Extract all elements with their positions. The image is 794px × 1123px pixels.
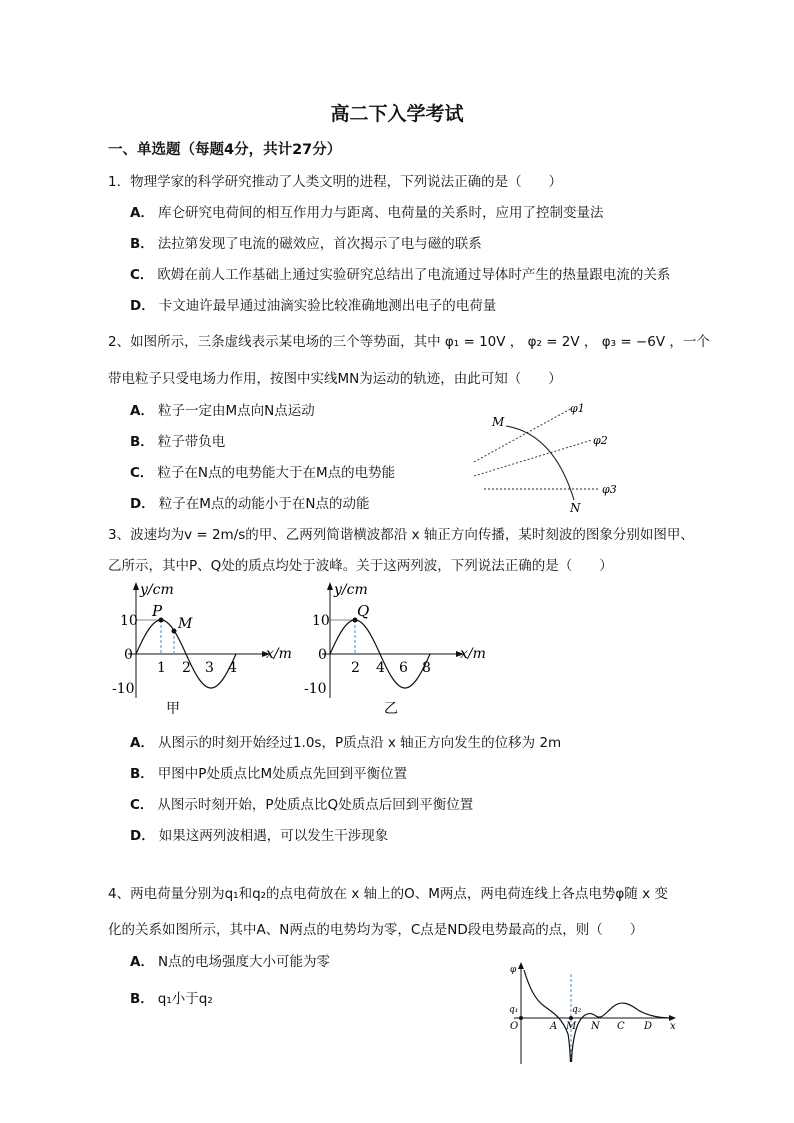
question-3-stem-line2: 乙所示，其中P、Q处的质点均处于波峰。关于这两列波，下列说法正确的是（ ） xyxy=(108,558,613,574)
yi-ytick-neg10: -10 xyxy=(304,681,327,697)
yi-ylabel: y/cm xyxy=(334,582,368,598)
jia-xlabel: x/m xyxy=(266,646,292,662)
yi-xtick-4: 4 xyxy=(376,660,385,676)
equipotential-line-2 xyxy=(474,440,592,476)
wave-graph-jia xyxy=(108,578,298,718)
question-2-stem-line1: 2、如图所示，三条虚线表示某电场的三个等势面，其中 φ₁ = 10V ， φ₂ = 2V ， φ₃ = −6V ，一个 xyxy=(108,334,710,350)
yi-q-label: Q xyxy=(357,602,370,620)
question-3-stem-line1: 3、波速均为v = 2m/s的甲、乙两列简谐横波都沿 x 轴正方向传播，某时刻波的图象分别如图甲、 xyxy=(108,527,694,543)
q3-option-b: B． 甲图中P处质点比M处质点先回到平衡位置 xyxy=(130,766,408,782)
jia-point-m xyxy=(172,629,177,634)
page-title: 高二下入学考试 xyxy=(330,103,464,125)
jia-ytick-0: 0 xyxy=(124,647,133,663)
yi-xtick-8: 8 xyxy=(422,660,431,676)
jia-xtick-3: 3 xyxy=(205,660,214,676)
jia-xtick-4: 4 xyxy=(228,660,237,676)
q2-option-a: A． 粒子一定由M点向N点运动 xyxy=(130,403,315,419)
m-point xyxy=(569,1016,573,1020)
yi-xlabel: x/m xyxy=(460,646,486,662)
jia-m-label: M xyxy=(178,616,193,632)
origin-point xyxy=(519,1016,523,1020)
potential-figure xyxy=(504,960,694,1072)
phi3-label: φ3 xyxy=(602,483,617,496)
phi-label: φ xyxy=(510,965,517,975)
phi-axis-arrow xyxy=(518,962,524,969)
jia-caption: 甲 xyxy=(166,701,180,717)
question-4-stem-line1: 4、两电荷量分别为q₁和q₂的点电荷放在 x 轴上的O、M两点，两电荷连线上各点电势φ随 x 变 xyxy=(108,886,668,902)
point-n-label: N xyxy=(570,501,581,515)
a-label: A xyxy=(550,1021,558,1032)
question-2-stem-line2: 带电粒子只受电场力作用，按图中实线MN为运动的轨迹，由此可知（ ） xyxy=(108,371,562,387)
yi-caption: 乙 xyxy=(384,701,398,717)
yi-xtick-6: 6 xyxy=(399,660,408,676)
jia-y-arrow xyxy=(133,582,139,590)
jia-ytick-neg10: -10 xyxy=(112,681,135,697)
potential-curve-left xyxy=(524,970,571,1062)
yi-ytick-0: 0 xyxy=(318,647,327,663)
jia-ylabel: y/cm xyxy=(140,582,174,598)
q2-option-c: C． 粒子在N点的电势能大于在M点的电势能 xyxy=(130,465,396,481)
phi2-label: φ2 xyxy=(593,434,608,447)
q1-option-d: D． 卡文迪许最早通过油滴实验比较准确地测出电子的电荷量 xyxy=(130,298,497,314)
q1-option-b: B． 法拉第发现了电流的磁效应，首次揭示了电与磁的联系 xyxy=(130,236,482,252)
q3-option-d: D． 如果这两列波相遇，可以发生干涉现象 xyxy=(130,828,389,844)
potential-curve-right xyxy=(572,1003,673,1062)
q1-option-a: A． 库仑研究电荷间的相互作用力与距离、电荷量的关系时，应用了控制变量法 xyxy=(130,205,604,221)
point-m-label: M xyxy=(492,415,505,429)
q4-option-b: B． q₁小于q₂ xyxy=(130,991,213,1007)
q2-label: q₂ xyxy=(572,1005,582,1015)
jia-ytick-10: 10 xyxy=(120,613,138,629)
d-label: D xyxy=(644,1021,653,1032)
question-4-stem-line2: 化的关系如图所示，其中A、N两点的电势均为零，C点是ND段电势最高的点，则（ ） xyxy=(108,922,644,938)
q4-option-a: A． N点的电场强度大小可能为零 xyxy=(130,954,331,970)
o-label: O xyxy=(510,1021,519,1032)
equipotential-figure xyxy=(466,396,626,518)
yi-ytick-10: 10 xyxy=(312,613,330,629)
jia-p-label: P xyxy=(152,602,163,620)
n-label: N xyxy=(591,1021,600,1032)
q3-option-a: A． 从图示的时刻开始经过1.0s，P质点沿 x 轴正方向发生的位移为 2m xyxy=(130,735,562,751)
yi-xtick-2: 2 xyxy=(351,660,360,676)
question-1-stem: 1．物理学家的科学研究推动了人类文明的进程，下列说法正确的是（ ） xyxy=(108,174,563,190)
jia-xtick-1: 1 xyxy=(157,660,166,676)
yi-y-arrow xyxy=(327,582,333,590)
jia-xtick-2: 2 xyxy=(182,660,191,676)
equipotential-line-1 xyxy=(474,408,572,462)
q3-option-c: C． 从图示时刻开始，P处质点比Q处质点后回到平衡位置 xyxy=(130,797,474,813)
c-label: C xyxy=(617,1021,625,1032)
q2-option-d: D． 粒子在M点的动能小于在N点的动能 xyxy=(130,496,370,512)
m-label: M xyxy=(566,1021,577,1032)
q2-option-b: B． 粒子带负电 xyxy=(130,434,226,450)
phi1-label: φ1 xyxy=(570,402,585,415)
q1-label: q₁ xyxy=(509,1005,519,1015)
x-label: x xyxy=(670,1021,676,1032)
q1-option-c: C． 欧姆在前人工作基础上通过实验研究总结出了电流通过导体时产生的热量跟电流的关系 xyxy=(130,267,671,283)
section-heading: 一、单选题（每题4分，共计27分） xyxy=(108,142,342,158)
wave-graph-yi xyxy=(300,578,500,718)
